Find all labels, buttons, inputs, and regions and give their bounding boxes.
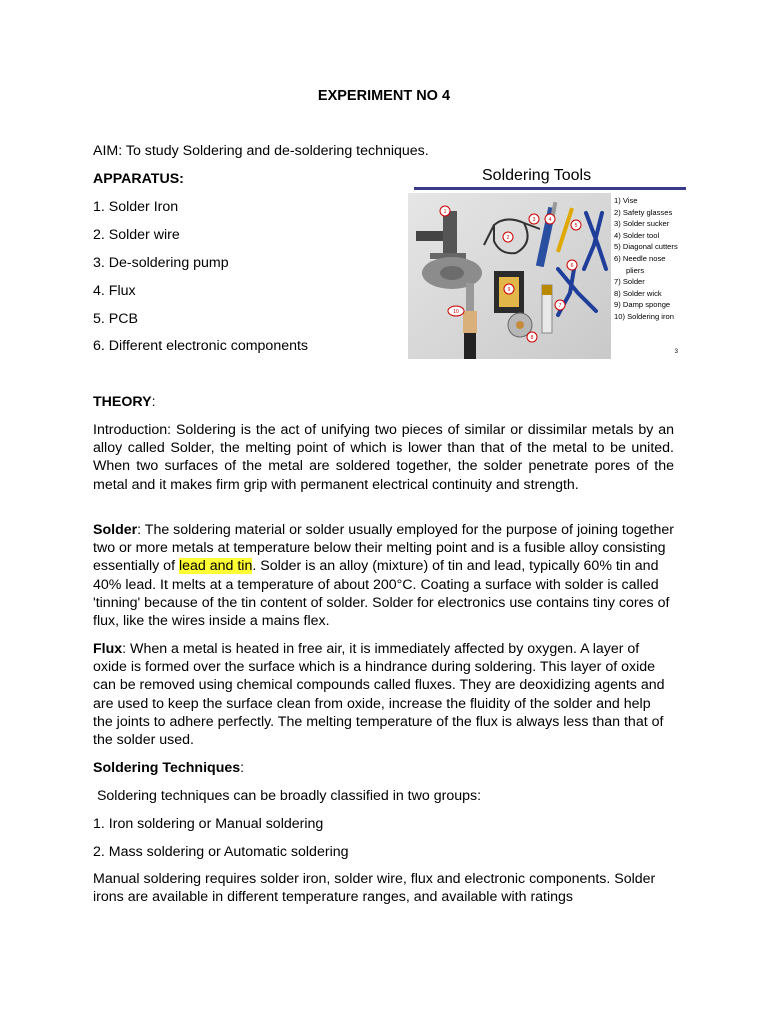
legend-item: 10) Soldering iron bbox=[614, 311, 674, 321]
callout-7 bbox=[555, 300, 565, 310]
figure-title-rule bbox=[414, 187, 686, 190]
callout-label: 1 bbox=[443, 209, 447, 215]
solder-term: Solder bbox=[93, 522, 138, 538]
legend-item: 5) Diagonal cutters bbox=[614, 242, 678, 252]
callout-10 bbox=[448, 306, 464, 316]
callout-8 bbox=[527, 332, 537, 342]
callout-label: 8 bbox=[530, 335, 534, 341]
soldering-tools-figure bbox=[408, 165, 686, 359]
callout-label: 5 bbox=[574, 223, 578, 229]
callout-5 bbox=[571, 220, 581, 230]
techniques-heading bbox=[93, 759, 674, 777]
apparatus-item: 2. Solder wire bbox=[93, 227, 180, 243]
tools-photo bbox=[408, 193, 611, 359]
figure-title: Soldering Tools bbox=[482, 167, 592, 184]
callout-3 bbox=[529, 214, 539, 224]
legend-item: 1) Vise bbox=[614, 196, 638, 205]
theory-heading-colon: : bbox=[151, 394, 156, 410]
callout-label: 6 bbox=[570, 263, 574, 269]
legend-item: 4) Solder tool bbox=[614, 230, 660, 240]
highlighted-text: lead and tin bbox=[178, 558, 253, 575]
callout-label: 7 bbox=[558, 303, 562, 309]
flux-paragraph bbox=[93, 640, 674, 749]
callout-label: 3 bbox=[532, 217, 536, 223]
techniques-heading-colon: : bbox=[240, 760, 245, 776]
callout-label: 2 bbox=[506, 235, 510, 241]
apparatus-item: 6. Different electronic components bbox=[93, 338, 309, 354]
techniques-heading-label: Soldering Techniques bbox=[93, 760, 241, 776]
figure-page-number: 3 bbox=[674, 349, 678, 355]
legend-item: 6) Needle nose bbox=[614, 253, 666, 263]
techniques-intro: Soldering techniques can be broadly classified in two groups: bbox=[93, 788, 482, 804]
tools-illustration bbox=[408, 193, 611, 359]
callout-6 bbox=[567, 260, 577, 270]
callout-1 bbox=[440, 206, 450, 216]
legend-item: 7) Solder bbox=[614, 277, 645, 287]
solder-text-after: . Solder is an alloy (mixture) of tin and lead, typically 60% tin and 40% lead. It melts at a temperature of about 200°C. Coating a surface with solder is called 'tinning' because of the tin content of solder. Solder for electronics use contains tiny cores of flux, like the wires inside a mains flex. bbox=[93, 558, 670, 630]
legend-item: 9) Damp sponge bbox=[614, 300, 671, 310]
apparatus-item: 3. De-soldering pump bbox=[93, 255, 229, 271]
legend-item: 8) Solder wick bbox=[614, 288, 662, 298]
legend-item: 2) Safety glasses bbox=[614, 207, 673, 217]
figure-legend bbox=[614, 195, 686, 323]
callout-9 bbox=[504, 284, 514, 294]
solder-paragraph bbox=[93, 521, 674, 630]
apparatus-heading: APPARATUS: bbox=[93, 171, 184, 187]
apparatus-item: 1. Solder Iron bbox=[93, 199, 179, 215]
callout-label: 4 bbox=[548, 217, 552, 223]
legend-item: pliers bbox=[626, 265, 645, 275]
flux-text: : When a metal is heated in free air, it is immediately affected by oxygen. A layer of oxide is formed over the surface which is a hindrance during soldering. This layer of oxide can be removed using chemical compounds called fluxes. They are deoxidizing agents and are used to keep the surface clean from oxide, increase the fluidity of the solder and help the joints to adhere perfectly. The melting temperature of the flux is always less than that of the solder used. bbox=[93, 641, 665, 749]
flux-term: Flux bbox=[93, 641, 123, 657]
technique-item: 2. Mass soldering or Automatic soldering bbox=[93, 844, 349, 860]
callout-label: 9 bbox=[507, 287, 511, 293]
technique-item: 1. Iron soldering or Manual soldering bbox=[93, 816, 324, 832]
callout-4 bbox=[545, 214, 555, 224]
aim-text: AIM: To study Soldering and de-soldering techniques. bbox=[93, 143, 429, 159]
introduction-paragraph: Introduction: Soldering is the act of unifying two pieces of similar or dissimilar metals by an alloy called Solder, the melting point of which is lower than that of the metal to be united. When two surfaces of the metal are soldered together, the solder penetrate pores of the metal and it makes firm grip with permanent electrical continuity and strength. bbox=[93, 422, 674, 493]
apparatus-item: 4. Flux bbox=[93, 283, 136, 299]
page-title: EXPERIMENT NO 4 bbox=[317, 88, 451, 104]
callout-2 bbox=[503, 232, 513, 242]
theory-heading-label: THEORY bbox=[93, 394, 152, 410]
callout-label: 10 bbox=[453, 309, 459, 315]
solder-icon bbox=[542, 285, 552, 333]
theory-heading bbox=[93, 394, 156, 410]
manual-soldering-paragraph: Manual soldering requires solder iron, solder wire, flux and electronic components. Solder irons are available in different temperature ranges, and available with ratings bbox=[93, 871, 656, 906]
solder-text-before: : The soldering material or solder usually employed for the purpose of joining together two or more metals at temperature below their melting point and is a fusible alloy consisting essentially of bbox=[93, 522, 674, 575]
legend-item: 3) Solder sucker bbox=[614, 219, 670, 229]
apparatus-item: 5. PCB bbox=[93, 311, 138, 327]
